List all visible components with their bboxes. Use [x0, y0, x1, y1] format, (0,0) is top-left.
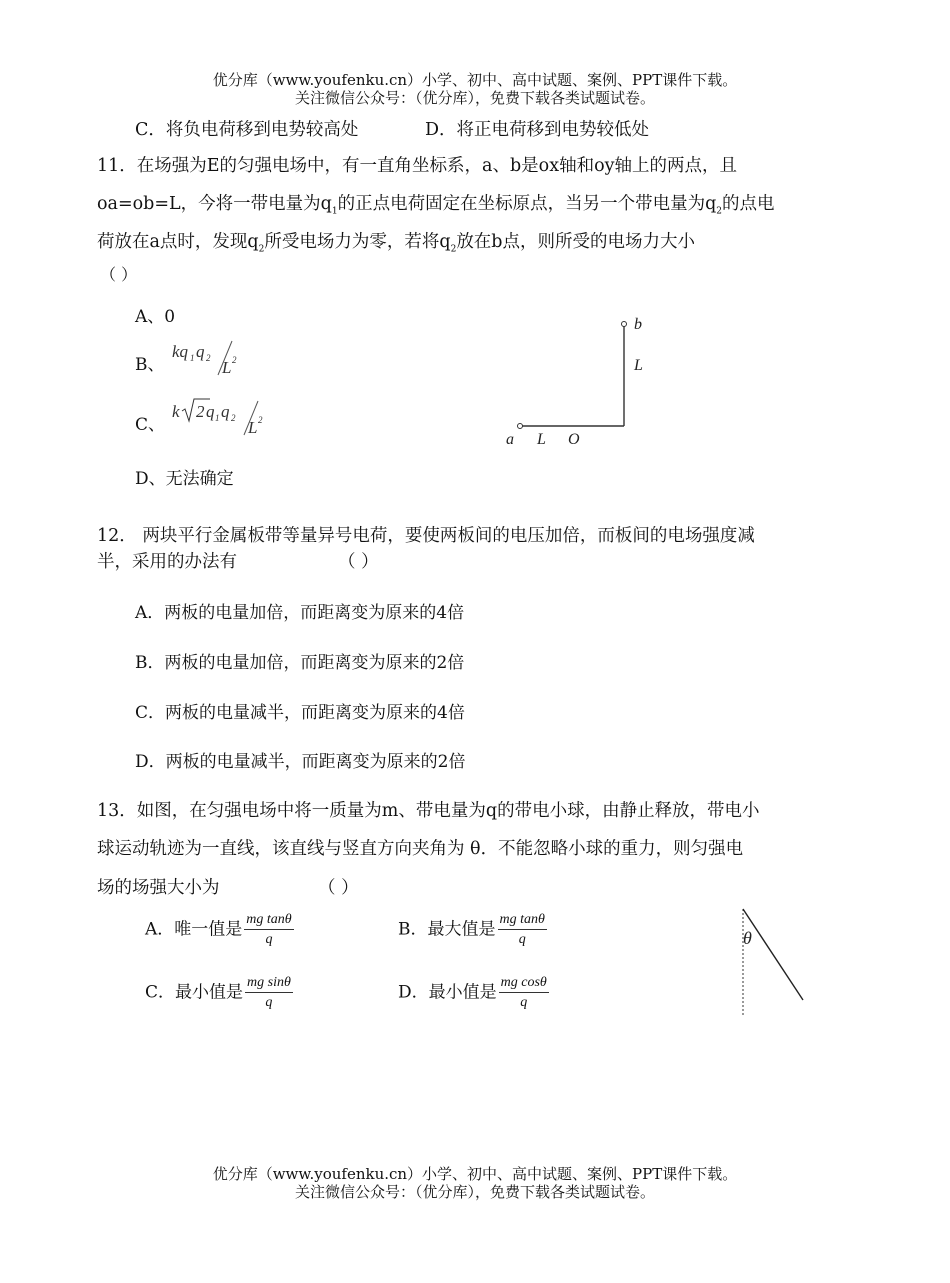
- q13-stem-line-3: 场的场强大小为: [97, 878, 220, 898]
- q10-option-d: D．将正电荷移到电势较低处: [425, 120, 650, 140]
- svg-text:q: q: [221, 401, 230, 421]
- q12-option-d: D．两板的电量减半，而距离变为原来的2倍: [135, 752, 466, 772]
- svg-text:q: q: [206, 401, 215, 421]
- q13-trajectory-diagram: [735, 905, 815, 1020]
- q13-option-b: B．最大值是 $\frac{\text{mg tanθ}}{q}$: [398, 912, 545, 947]
- header-line-2: 关注微信公众号：（优分库），免费下载各类试题试卷。: [294, 89, 655, 107]
- footer-line-1: 优分库（www.youfenku.cn）小学、初中、高中试题、案例、PPT课件下载。: [212, 1165, 738, 1183]
- svg-text:2: 2: [231, 354, 237, 365]
- label-o: O: [568, 431, 580, 448]
- q13-option-d: D．最小值是 $\frac{\text{mg cosθ}}{q}$: [398, 975, 547, 1010]
- q13-option-c: C．最小值是 $\frac{\text{mg sinθ}}{q}$: [145, 975, 291, 1010]
- q12-option-b: B．两板的电量加倍，而距离变为原来的2倍: [135, 653, 465, 673]
- svg-text:2: 2: [231, 412, 236, 423]
- formula-mg-tan-over-q-b: $\frac{\text{mg tanθ}}{q}$: [499, 912, 545, 947]
- q11-option-a: A、0: [135, 307, 176, 327]
- q12-option-c: C．两板的电量减半，而距离变为原来的4倍: [135, 703, 465, 723]
- q11-option-d: D、无法确定: [135, 469, 234, 489]
- svg-text:1: 1: [189, 352, 195, 363]
- q11-stem-line-3: 荷放在a点时，发现$q_2$所受电场力为零，若将$q_2$放在b点，则所受的电场力大小: [97, 232, 696, 255]
- svg-text:2: 2: [196, 401, 205, 421]
- label-b: b: [634, 316, 642, 333]
- svg-text:q: q: [195, 341, 205, 361]
- q12-stem-line-2: 半，采用的办法有: [97, 552, 237, 572]
- trajectory-line: [743, 909, 803, 1000]
- q13-option-a: A．唯一值是 $\frac{\text{mg tanθ}}{q}$: [145, 912, 292, 947]
- theta-label: θ: [743, 928, 752, 948]
- formula-mg-sin-over-q: $\frac{\text{mg sinθ}}{q}$: [247, 975, 291, 1010]
- formula-k-sqrt2-q1q2-over-l2: [170, 397, 280, 441]
- formula-kq1q2-over-l2: [170, 337, 250, 381]
- svg-text:2: 2: [258, 414, 263, 425]
- q11-stem-line-2: oa=ob=L，今将一带电量为$q_1$的正点电荷固定在坐标原点，当另一个带电量为$q_2$的点电: [97, 194, 775, 217]
- q12-option-a: A．两板的电量加倍，而距离变为原来的4倍: [135, 603, 465, 623]
- q11-option-b: B、 kq 1 q 2 L 2: [135, 350, 250, 381]
- header-line-1: 优分库（www.youfenku.cn）小学、初中、高中试题、案例、PPT课件下载。: [212, 71, 738, 89]
- q11-option-c: C、 k 2 q 1 q 2 L 2: [135, 410, 280, 441]
- point-b: [622, 322, 627, 327]
- svg-text:L: L: [248, 417, 258, 437]
- formula-mg-tan-over-q-a: $\frac{\text{mg tanθ}}{q}$: [246, 912, 292, 947]
- q12-stem-line-1: 12． 两块平行金属板带等量异号电荷，要使两板间的电压加倍，而板间的电场强度减: [97, 526, 755, 546]
- svg-text:L: L: [221, 357, 232, 377]
- q13-answer-bracket: （ ）: [318, 878, 359, 898]
- footer-line-2: 关注微信公众号：（优分库），免费下载各类试题试卷。: [294, 1183, 655, 1201]
- label-l-vertical: L: [634, 357, 643, 374]
- q11-answer-bracket: （ ）: [100, 265, 138, 284]
- q11-coordinate-diagram: [500, 310, 660, 450]
- svg-text:2: 2: [205, 352, 211, 363]
- q10-option-c: C．将负电荷移到电势较高处: [135, 120, 359, 140]
- formula-mg-cos-over-q: $\frac{\text{mg cosθ}}{q}$: [500, 975, 547, 1010]
- q13-stem-line-1: 13．如图，在匀强电场中将一质量为m、带电量为q的带电小球，由静止释放，带电小: [97, 801, 760, 821]
- q11-stem-line-1: 11．在场强为E的匀强电场中，有一直角坐标系，a、b是ox轴和oy轴上的两点，且: [97, 156, 738, 176]
- svg-text:1: 1: [215, 412, 220, 423]
- q12-answer-bracket: （ ）: [338, 552, 379, 572]
- label-l-horizontal: L: [537, 431, 546, 448]
- point-a: [518, 424, 523, 429]
- svg-text:kq: kq: [171, 341, 188, 361]
- label-a: a: [506, 431, 514, 448]
- q13-stem-line-2: 球运动轨迹为一直线，该直线与竖直方向夹角为 θ．不能忽略小球的重力，则匀强电: [97, 839, 744, 859]
- svg-text:k: k: [172, 401, 180, 421]
